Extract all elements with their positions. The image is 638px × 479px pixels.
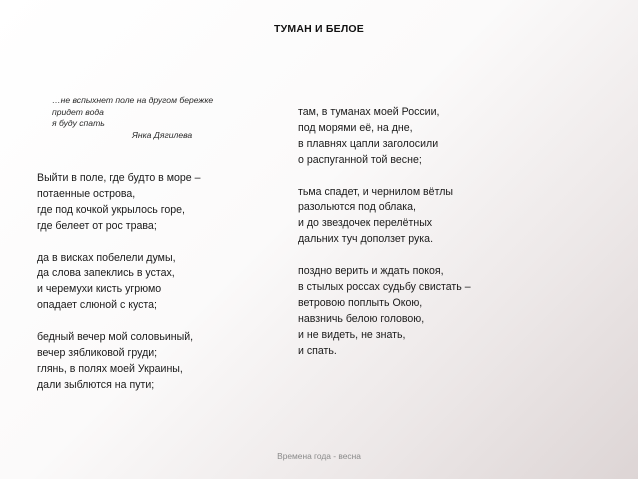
poem-line: дальних туч доползет рука. <box>298 233 434 246</box>
stanza <box>37 251 277 315</box>
poem-title: ТУМАН И БЕЛОЕ <box>274 23 364 35</box>
poem-line: опадает слюной с куста; <box>37 299 157 312</box>
poem-line: навзничь белою головою, <box>298 312 425 325</box>
poem-line: дали зыблются на пути; <box>37 378 155 391</box>
poem-line: в плавнях цапли заголосили <box>298 137 439 150</box>
epigraph-line: придет вода <box>52 106 104 117</box>
epigraph-author: Янка Дягилева <box>132 129 193 140</box>
epigraph <box>52 95 252 141</box>
poem-left-column <box>37 171 277 410</box>
poem-line: вечер зябликовой груди; <box>37 346 158 359</box>
poem-line: где белеет от рос трава; <box>37 219 157 232</box>
stanza <box>37 171 277 235</box>
stanza <box>298 185 538 249</box>
poem-line: где под кочкой укрылось горе, <box>37 203 186 216</box>
poem-line: в стылых россах судьбу свистать – <box>298 280 471 293</box>
stanza <box>37 330 277 394</box>
epigraph-line: я буду спать <box>52 118 105 129</box>
poem-line: и не видеть, не знать, <box>298 328 406 341</box>
poem-line: бедный вечер мой соловьиный, <box>37 331 194 344</box>
poem-line: и до звездочек перелётных <box>298 217 433 230</box>
poem-line: Выйти в поле, где будто в море – <box>37 172 201 184</box>
slide-footer: Времена года - весна <box>277 451 361 461</box>
poem-line: там, в туманах моей России, <box>298 106 440 118</box>
poem-line: и черемухи кисть угрюмо <box>37 283 162 296</box>
poem-line: да слова запеклись в устах, <box>37 267 175 280</box>
poem-line: тьма спадет, и чернилом вётлы <box>298 185 453 198</box>
poem-line: глянь, в полях моей Украины, <box>37 362 183 375</box>
poem-line: потаенные острова, <box>37 187 136 200</box>
poem-line: ветровою поплыть Окою, <box>298 296 423 309</box>
poem-line: о распуганной той весне; <box>298 153 422 166</box>
poem-line: разольются под облака, <box>298 201 416 214</box>
poem-line: и спать. <box>298 344 337 357</box>
poem-right-column <box>298 105 538 375</box>
poem-line: да в висках побелели думы, <box>37 251 176 264</box>
stanza <box>298 264 538 359</box>
poem-line: поздно верить и ждать покоя, <box>298 265 444 278</box>
stanza <box>298 105 538 169</box>
poem-line: под морями её, на дне, <box>298 121 413 134</box>
epigraph-line: …не вспыхнет поле на другом бережке <box>52 95 214 105</box>
